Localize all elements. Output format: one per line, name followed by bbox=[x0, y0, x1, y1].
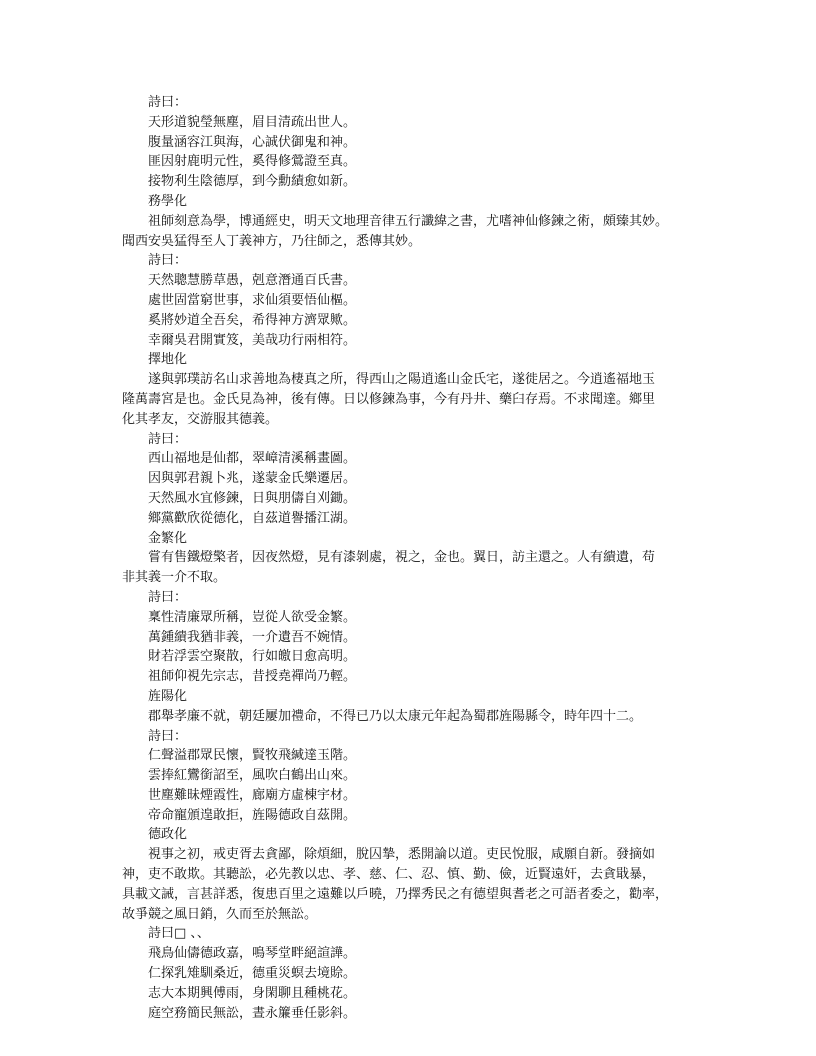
section-heading: 詩曰： bbox=[148, 728, 188, 744]
verse-line: 因與郭君親卜兆，遂蒙金氏樂遷居。 bbox=[148, 471, 357, 487]
verse-line: 仁聲溢郡眾民懷，賢牧飛緘達玉階。 bbox=[148, 748, 357, 764]
prose-line: 遂與郭璞訪名山求善地為棲真之所，得西山之陽逍遙山金氏宅，遂徙居之。今逍遙福地玉 bbox=[148, 372, 656, 388]
verse-line: 仁探乳雉馴桑近，德重災螟去境賒。 bbox=[148, 966, 357, 982]
verse-line: 世塵難昧煙霞性，廊廟方虛棟宇材。 bbox=[148, 787, 357, 803]
verse-line: 匪因射鹿明元性，奚得修鶯證至真。 bbox=[148, 154, 357, 170]
prose-line: 故爭競之風日銷，久而至於無訟。 bbox=[122, 906, 318, 922]
prose-line: 非其義一介不取。 bbox=[122, 570, 227, 586]
prose-line: 視事之初，戒吏胥去貪鄙，除煩細，脫囚摯，悉開論以道。吏民悅服，咸願自新。發摘如 bbox=[148, 847, 656, 863]
verse-line: 雲捧紅鸞銜詔至，風吹白鶴出山來。 bbox=[148, 768, 357, 784]
section-heading: 德政化 bbox=[148, 827, 188, 843]
prose-paragraph bbox=[122, 707, 702, 727]
verse-line: 財若浮雲空聚散，行如皦日愈高明。 bbox=[148, 649, 357, 665]
prose-line: 神，吏不敢欺。其聽訟，必先教以忠、孝、慈、仁、忍、慎、勤、儉，近賢遠奸，去貪戢暴， bbox=[122, 867, 656, 883]
verse-line: 帝命寵頒遑敢拒，旌陽德政自茲開。 bbox=[148, 807, 357, 823]
prose-paragraph bbox=[122, 212, 702, 252]
prose-paragraph bbox=[122, 548, 702, 588]
verse-line: 飛鳥仙儔德政嘉，鳴琴堂畔絕諠譁。 bbox=[148, 946, 357, 962]
verse-line: 稟性清廉眾所稱，豈從人欲受金繁。 bbox=[148, 609, 357, 625]
prose-line: 化其孝友，交游服其德義。 bbox=[122, 411, 279, 427]
section-heading: 金繁化 bbox=[148, 530, 188, 546]
verse-line: 鄉黨歡欣從德化，自茲道譽播江湖。 bbox=[148, 510, 357, 526]
section-heading: 旌陽化 bbox=[148, 688, 188, 704]
verse-line: 志大本期興傅雨，身閑聊且種桃花。 bbox=[148, 985, 357, 1001]
verse-line: 幸爾吳君開實笈，美哉功行兩相符。 bbox=[148, 332, 357, 348]
section-heading: 詩曰： bbox=[148, 589, 188, 605]
prose-line: 隆萬壽宮是也。金氏見為神，後有傳。日以修鍊為事，今有丹井、藥臼存焉。不求聞達。鄉里 bbox=[122, 391, 656, 407]
prose-line: 嘗有售鐵燈檠者，因夜然燈，見有漆剝處，視之，金也。翼日，訪主還之。人有繢遺，苟 bbox=[148, 550, 656, 566]
verse-line: 天然風水宜修鍊，日與朋儔自刈鋤。 bbox=[148, 490, 357, 506]
verse-line: 庭空務簡民無訟，晝永簾垂任影斜。 bbox=[148, 1005, 357, 1021]
verse-line: 天然聰慧勝草愚，剋意潛通百氏書。 bbox=[148, 273, 357, 289]
prose-line: 郡舉孝廉不就，朝廷屢加禮命，不得已乃以太康元年起為蜀郡旌陽縣令，時年四十二。 bbox=[148, 708, 643, 724]
prose-line: 聞西安吳猛得至人丁義神方，乃往師之，悉傳其妙。 bbox=[122, 233, 422, 249]
verse-line: 祖師仰視先宗志，昔授堯禪尚乃輕。 bbox=[148, 669, 357, 685]
prose-line: 祖師刻意為學，博通經史，明天文地理音律五行讖緯之書，尤嗜神仙修鍊之術，頗臻其妙。 bbox=[148, 213, 669, 229]
verse-line: 天形道貌瑩無塵，眉目清疏出世人。 bbox=[148, 114, 357, 130]
verse-line: 奚將妙道全吾矣，希得神方濟眾歟。 bbox=[148, 312, 357, 328]
prose-paragraph bbox=[122, 845, 702, 924]
document-body bbox=[122, 93, 702, 1023]
verse-line: 接物利生陰德厚，到今勳績愈如新。 bbox=[148, 174, 357, 190]
section-heading: 詩曰： bbox=[148, 431, 188, 447]
section-heading: 詩曰： bbox=[148, 95, 188, 110]
prose-line: 具載文誡，言甚詳悉，復患百里之遠難以戶曉，乃擇秀民之有德望與耆老之可語者委之，勸率， bbox=[122, 886, 669, 902]
verse-line: 西山福地是仙都，翠嶂清溪稱畫圖。 bbox=[148, 451, 357, 467]
prose-paragraph bbox=[122, 370, 702, 429]
section-heading: 詩曰： bbox=[148, 253, 188, 269]
section-heading: 詩曰□ 、、 bbox=[148, 926, 210, 942]
verse-line: 處世固當窮世事，求仙須要悟仙樞。 bbox=[148, 292, 357, 308]
verse-line: 腹量涵容江與海，心誠伏御鬼和神。 bbox=[148, 134, 357, 150]
section-heading: 擇地化 bbox=[148, 352, 188, 368]
section-heading: 務學化 bbox=[148, 193, 188, 209]
verse-line: 萬鍾繢我猶非義，一介遺吾不婉情。 bbox=[148, 629, 357, 645]
